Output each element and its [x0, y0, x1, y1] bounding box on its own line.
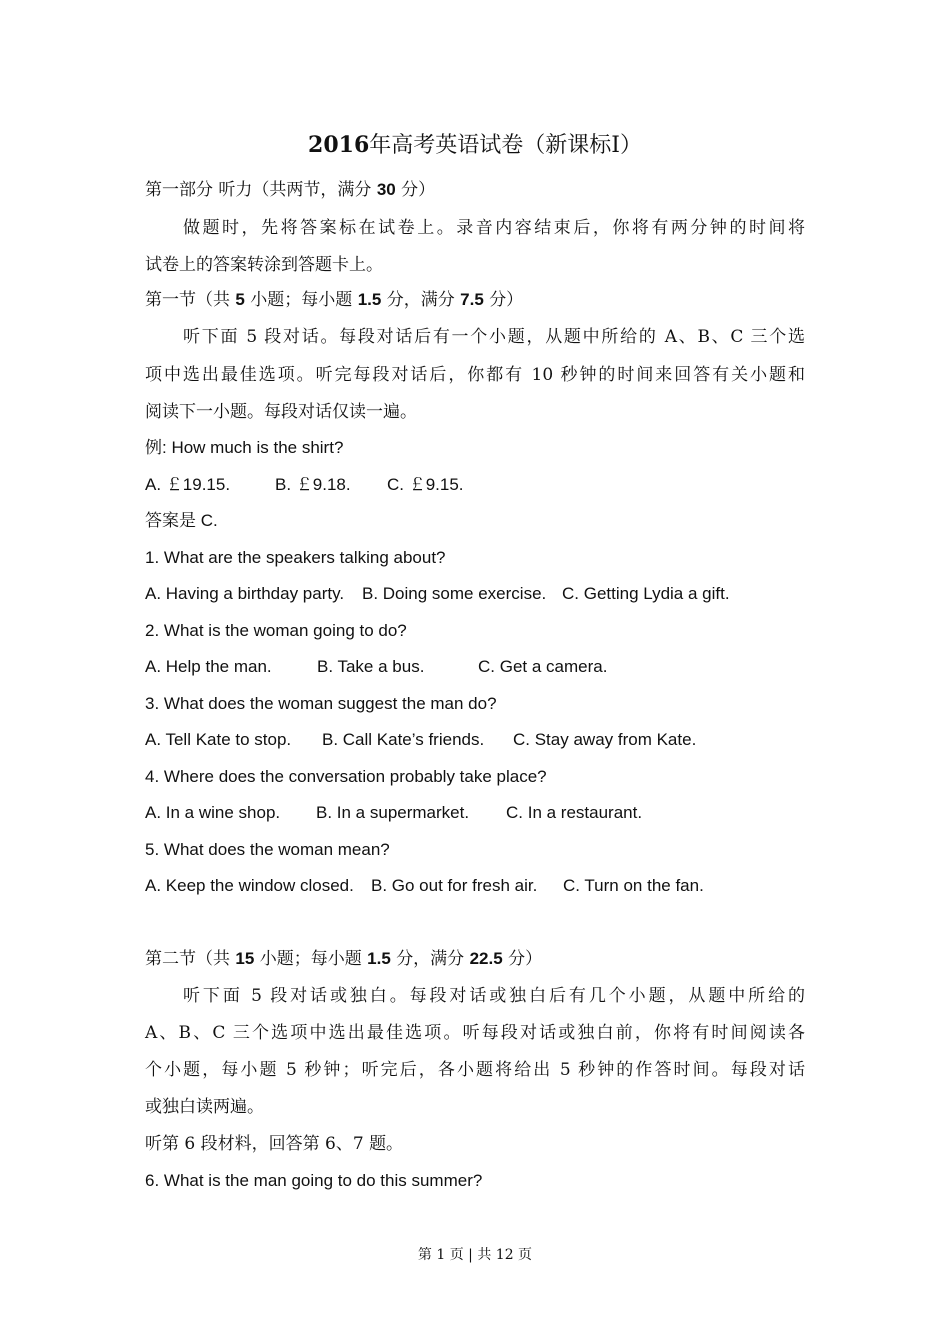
example-question: 例: How much is the shirt? [145, 438, 344, 457]
section2-heading: 第二节（共 15 小题；每小题 1.5 分，满分 22.5 分） [145, 949, 543, 969]
question-2-options: A. Help the man. B. Take a bus. C. Get a camera. [145, 657, 608, 676]
section1-heading: 第一节（共 5 小题；每小题 1.5 分，满分 7.5 分） [145, 290, 524, 310]
part1-heading: 第一部分 听力（共两节，满分 30 分） [145, 180, 436, 200]
instruction-line: 或独白读两遍。 [145, 1097, 264, 1117]
instruction-line: 阅读下一小题。每段对话仅读一遍。 [145, 402, 417, 422]
page-footer: 第 1 页 | 共 12 页 [417, 1247, 533, 1263]
question-1-options: A. Having a birthday party. B. Doing some exercise. C. Getting Lydia a gift. [145, 584, 730, 603]
question-2: 2. What is the woman going to do? [145, 621, 407, 640]
question-4: 4. Where does the conversation probably take place? [145, 767, 547, 786]
question-1: 1. What are the speakers talking about? [145, 548, 446, 567]
question-3-options: A. Tell Kate to stop. B. Call Kate’s friends. C. Stay away from Kate. [145, 730, 697, 749]
question-4-options: A. In a wine shop. B. In a supermarket. C. In a restaurant. [145, 803, 643, 822]
question-3: 3. What does the woman suggest the man do? [145, 694, 497, 713]
instruction-line: 听下面 5 段对话或独白。每段对话或独白后有几个小题，从题中所给的 [183, 986, 805, 1006]
question-5: 5. What does the woman mean? [145, 840, 390, 859]
example-options: A. ￡19.15. B. ￡9.18. C. ￡9.15. [145, 475, 464, 494]
question-5-options: A. Keep the window closed. B. Go out for fresh air. C. Turn on the fan. [145, 876, 704, 895]
instruction-line: 项中选出最佳选项。听完每段对话后，你都有 10 秒钟的时间来回答有关小题和 [145, 365, 805, 385]
page-title: 2016年高考英语试卷（新课标Ⅰ） [308, 132, 642, 158]
instruction-line: 试卷上的答案转涂到答题卡上。 [145, 255, 383, 275]
instruction-line: 个小题，每小题 5 秒钟；听完后，各小题将给出 5 秒钟的作答时间。每段对话 [145, 1060, 805, 1080]
example-answer: 答案是 C. [145, 511, 218, 530]
question-6: 6. What is the man going to do this summer? [145, 1171, 483, 1190]
instruction-line: 做题时，先将答案标在试卷上。录音内容结束后，你将有两分钟的时间将 [183, 218, 805, 238]
instruction-line: A、B、C 三个选项中选出最佳选项。听每段对话或独白前，你将有时间阅读各 [145, 1023, 805, 1043]
material-6-heading: 听第 6 段材料，回答第 6、7 题。 [145, 1134, 404, 1154]
instruction-line: 听下面 5 段对话。每段对话后有一个小题，从题中所给的 A、B、C 三个选 [183, 327, 805, 347]
